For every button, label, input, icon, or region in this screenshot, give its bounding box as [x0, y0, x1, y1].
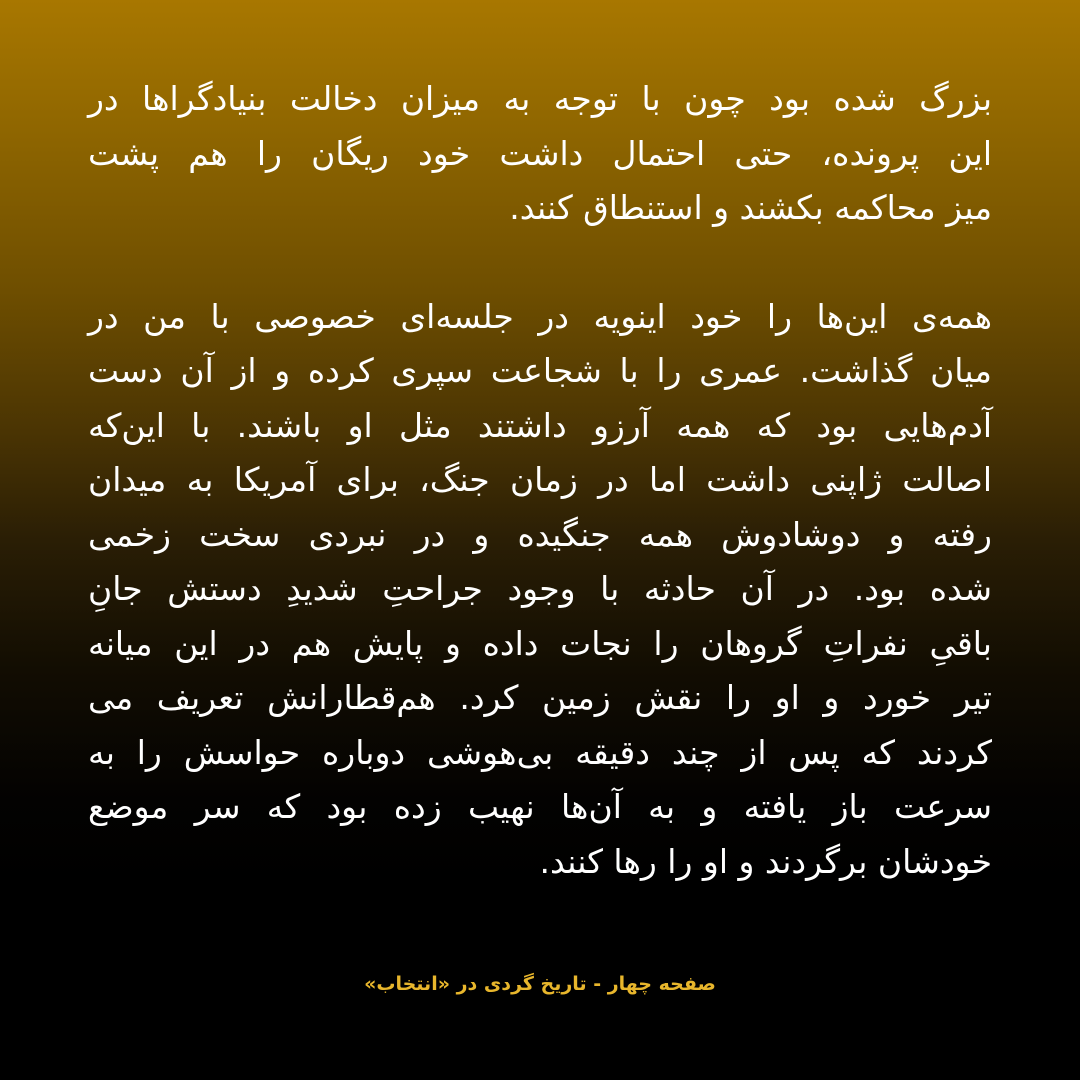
text-line: بزرگ شده بود چون با توجه به میزان دخالت بنیادگراها در — [88, 79, 992, 118]
text-line: سرعت باز یافته و به آن‌ها نهیب زده بود که سر موضع — [88, 787, 992, 826]
text-line: این پرونده، حتی احتمال داشت خود ریگان را هم پشت — [88, 133, 992, 173]
text-line: همه‌ی این‌ها را خود اینویه در جلسه‌ای خصوصی با من در — [88, 296, 992, 336]
paragraph-1 — [88, 72, 992, 236]
text-line: شده بود. در آن حادثه با وجود جراحتِ شدیدِ دستش جانِ — [88, 569, 992, 608]
text-line: باقیِ نفراتِ گروهان را نجات داده و پایش هم در این میانه — [88, 623, 992, 663]
page-caption: صفحه چهار - تاریخ گردی در «انتخاب» — [364, 973, 716, 995]
body-text-block — [88, 72, 992, 889]
text-line: رفته و دوشادوش همه جنگیده و در نبردی سخت زخمی — [88, 514, 992, 554]
text-line: آدم‌هایی بود که همه آرزو داشتند مثل او باشند. با این‌که — [88, 405, 992, 445]
text-line: اصالت ژاپنی داشت اما در زمان جنگ، برای آمریکا به میدان — [88, 460, 992, 499]
text-line: کردند که پس از چند دقیقه بی‌هوشی دوباره حواسش را به — [88, 732, 992, 772]
text-line: میز محاکمه بکشند و استنطاق کنند. — [509, 188, 992, 227]
text-line: تیر خورد و او را نقش زمین کرد. هم‌قطارانش تعریف می — [88, 678, 992, 717]
text-line: خودشان برگردند و او را رها کنند. — [539, 841, 992, 881]
paragraph-2 — [88, 290, 992, 890]
text-line: میان گذاشت. عمری را با شجاعت سپری کرده و از آن دست — [88, 351, 992, 390]
